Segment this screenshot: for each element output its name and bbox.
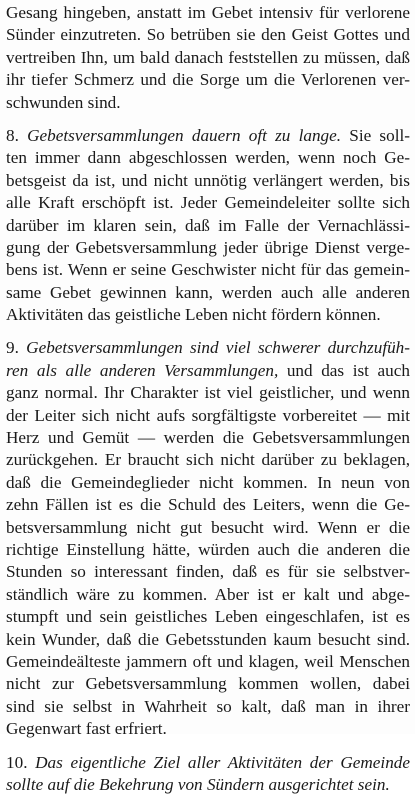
text-segment: bens ist. Wenn er seine Geschwister nicht für das gemein- <box>6 260 410 279</box>
text-line <box>6 237 410 259</box>
paragraph-p-8 <box>6 125 410 327</box>
text-line <box>6 774 410 796</box>
italic-text: sollte auf die Bekehrung von Sündern ausgerichtet sein. <box>6 775 390 794</box>
text-segment: Gesang hingeben, anstatt im Gebet intensiv für verlorene <box>6 3 410 22</box>
text-line <box>6 192 410 214</box>
text-line <box>6 606 410 628</box>
text-line <box>6 47 410 69</box>
italic-text: Das eigentliche Ziel aller Aktivitäten der Gemeinde <box>35 753 410 772</box>
text-segment: und das ist auch <box>278 361 410 380</box>
paragraph-p-9 <box>6 337 410 740</box>
text-segment: Sünder einzutreten. So betrüben sie den Geist Gottes und <box>6 25 410 44</box>
paragraph-gap <box>6 114 410 125</box>
text-segment: sind sie selbst in Wahrheit so kalt, daß man in ihrer <box>6 697 410 716</box>
text-line <box>6 427 410 449</box>
paragraph-gap <box>6 326 410 337</box>
text-line <box>6 147 410 169</box>
text-line <box>6 472 410 494</box>
text-line <box>6 282 410 304</box>
text-line <box>6 696 410 718</box>
text-line <box>6 629 410 651</box>
italic-text: Gebetsversammlungen sind viel schwerer durchzufüh- <box>26 338 410 357</box>
text-segment: Aktivitäten das geistliche Leben nicht fördern können. <box>6 305 381 324</box>
text-line <box>6 539 410 561</box>
text-line <box>6 259 410 281</box>
text-segment: der Leiter sich nicht aufs sorgfältigste vorbereitet — mit <box>6 406 410 425</box>
paragraph-gap <box>6 741 410 752</box>
text-segment: vertreiben Ihn, um bald danach feststellen zu müssen, daß <box>6 48 410 67</box>
text-line <box>6 304 410 326</box>
text-segment: same Gebet gewinnen kann, werden auch alle anderen <box>6 283 410 302</box>
italic-text: ren als alle anderen Versammlungen, <box>6 361 278 380</box>
text-line <box>6 337 410 359</box>
paragraph-p-continuation <box>6 2 410 114</box>
text-segment: Stunden so interessant finden, daß es für sie selbstver- <box>6 562 410 581</box>
text-line <box>6 673 410 695</box>
text-segment: 8. <box>6 126 27 145</box>
text-line <box>6 215 410 237</box>
text-line <box>6 449 410 471</box>
text-segment: Gemeindeälteste jammern oft und klagen, weil Menschen <box>6 652 410 671</box>
text-line <box>6 718 410 740</box>
text-segment: zehn Fällen ist es die Schuld des Leiters, wenn die Ge- <box>6 495 410 514</box>
text-line <box>6 651 410 673</box>
text-segment: ständlich wäre zu kommen. Aber ist er kalt und abge- <box>6 585 410 604</box>
text-segment: stumpft und sein geistliches Leben eingeschlafen, ist es <box>6 607 410 626</box>
text-segment: alle Kraft erschöpft ist. Jeder Gemeindeleiter sollte sich <box>6 193 410 212</box>
text-line <box>6 517 410 539</box>
text-line <box>6 170 410 192</box>
text-segment: betsgeist da ist, und nicht unnötig verlängert werden, bis <box>6 171 410 190</box>
text-line <box>6 92 410 114</box>
text-segment: betsversammlung nicht gut besucht wird. Wenn er die <box>6 518 410 537</box>
text-segment: 9. <box>6 338 26 357</box>
text-column <box>6 2 410 796</box>
text-line <box>6 360 410 382</box>
text-line <box>6 24 410 46</box>
text-segment: 10. <box>6 753 35 772</box>
text-line <box>6 382 410 404</box>
text-segment: ganz normal. Ihr Charakter ist viel geistlicher, und wenn <box>6 383 410 402</box>
text-segment: nicht zur Gebetsversammlung kommen wollen, dabei <box>6 674 410 693</box>
text-segment: ten immer dann abgeschlossen werden, wenn noch Ge- <box>6 148 410 167</box>
text-line <box>6 494 410 516</box>
text-line <box>6 561 410 583</box>
paragraph-p-10 <box>6 752 410 796</box>
text-line <box>6 125 410 147</box>
text-segment: gung der Gebetsversammlung jeder übrige Dienst verge- <box>6 238 410 257</box>
text-line <box>6 584 410 606</box>
text-segment: Sie soll- <box>341 126 410 145</box>
text-segment: richtige Einstellung hätte, würden auch die anderen die <box>6 540 410 559</box>
text-segment: Herz und Gemüt — werden die Gebetsversammlungen <box>6 428 410 447</box>
text-segment: Gegenwart fast erfriert. <box>6 719 167 738</box>
italic-text: Gebetsversammlungen dauern oft zu lange. <box>27 126 341 145</box>
text-segment: kein Wunder, daß die Gebetsstunden kaum besucht sind. <box>6 630 410 649</box>
text-line <box>6 405 410 427</box>
text-segment: darüber im klaren sein, daß im Falle der Vernachlässi- <box>6 216 410 235</box>
text-segment: daß die Gemeindeglieder nicht kommen. In neun von <box>6 473 410 492</box>
text-line <box>6 69 410 91</box>
text-segment: zurückgehen. Er braucht sich nicht darüber zu beklagen, <box>6 450 410 469</box>
text-segment: ihr tiefer Schmerz und die Sorge um die Verlorenen ver- <box>6 70 410 89</box>
text-segment: schwunden sind. <box>6 93 121 112</box>
text-line <box>6 752 410 774</box>
text-line <box>6 2 410 24</box>
